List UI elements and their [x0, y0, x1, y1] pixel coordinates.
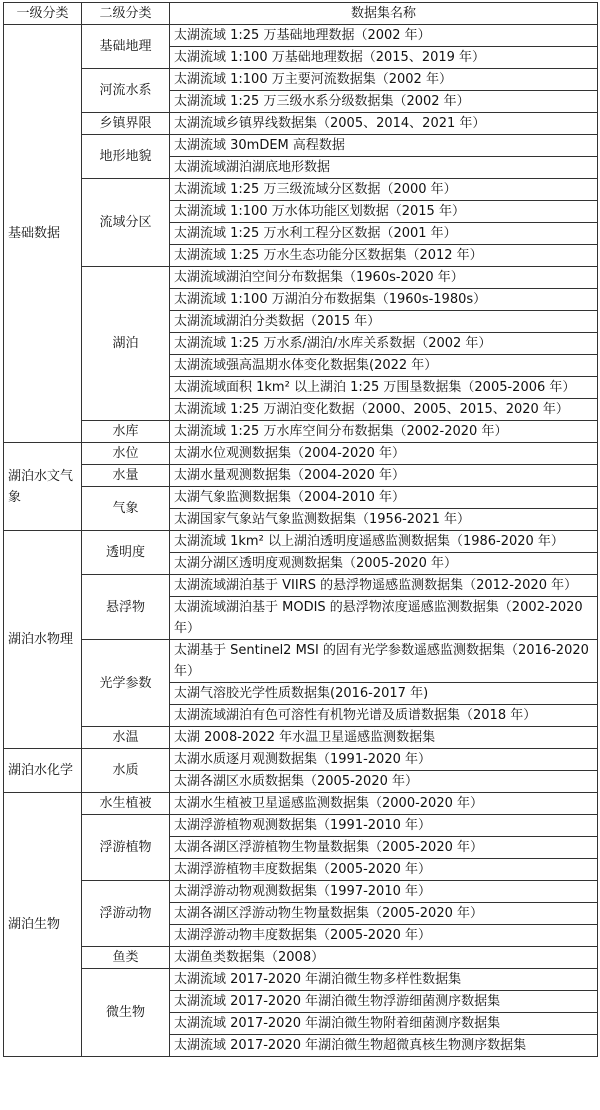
dataset-name-cell: 太湖流域强高温期水体变化数据集(2022 年） — [170, 355, 598, 377]
secondary-category-cell: 河流水系 — [82, 69, 170, 113]
primary-category-cell: 湖泊水物理 — [4, 531, 82, 749]
secondary-category-cell: 光学参数 — [82, 640, 170, 727]
secondary-category-cell: 水温 — [82, 727, 170, 749]
header-primary-category: 一级分类 — [4, 3, 82, 25]
dataset-name-cell: 太湖流域 2017-2020 年湖泊微生物浮游细菌测序数据集 — [170, 991, 598, 1013]
dataset-name-cell: 太湖流域 30mDEM 高程数据 — [170, 135, 598, 157]
secondary-category-cell: 水质 — [82, 749, 170, 793]
table-row — [4, 179, 598, 201]
dataset-name-cell: 太湖气溶胶光学性质数据集(2016-2017 年) — [170, 683, 598, 705]
dataset-name-cell: 太湖流域 2017-2020 年湖泊微生物多样性数据集 — [170, 969, 598, 991]
primary-category-cell: 湖泊生物 — [4, 793, 82, 1057]
dataset-name-cell: 太湖流域湖泊分类数据（2015 年） — [170, 311, 598, 333]
table-row — [4, 575, 598, 597]
table-row — [4, 443, 598, 465]
table-row — [4, 487, 598, 509]
dataset-name-cell: 太湖流域湖泊湖底地形数据 — [170, 157, 598, 179]
dataset-name-cell: 太湖分湖区透明度观测数据集（2005-2020 年） — [170, 553, 598, 575]
table-row — [4, 25, 598, 47]
dataset-name-cell: 太湖流域湖泊有色可溶性有机物光谱及质谱数据集（2018 年） — [170, 705, 598, 727]
dataset-name-cell: 太湖各湖区浮游植物生物量数据集（2005-2020 年） — [170, 837, 598, 859]
dataset-name-cell: 太湖流域 1:25 万水库空间分布数据集（2002-2020 年） — [170, 421, 598, 443]
dataset-name-cell: 太湖流域湖泊空间分布数据集（1960s-2020 年） — [170, 267, 598, 289]
table-row — [4, 69, 598, 91]
table-row — [4, 465, 598, 487]
dataset-name-cell: 太湖流域 1:25 万水生态功能分区数据集（2012 年） — [170, 245, 598, 267]
table-row — [4, 881, 598, 903]
dataset-name-cell: 太湖流域 1:25 万基础地理数据（2002 年） — [170, 25, 598, 47]
dataset-name-cell: 太湖流域 1:25 万湖泊变化数据（2000、2005、2015、2020 年） — [170, 399, 598, 421]
table-row — [4, 640, 598, 683]
secondary-category-cell: 水生植被 — [82, 793, 170, 815]
dataset-name-cell: 太湖流域 1:100 万湖泊分布数据集（1960s-1980s） — [170, 289, 598, 311]
dataset-name-cell: 太湖浮游植物丰度数据集（2005-2020 年） — [170, 859, 598, 881]
dataset-name-cell: 太湖水量观测数据集（2004-2020 年） — [170, 465, 598, 487]
dataset-name-cell: 太湖流域 2017-2020 年湖泊微生物附着细菌测序数据集 — [170, 1013, 598, 1035]
dataset-name-cell: 太湖各湖区浮游动物生物量数据集（2005-2020 年） — [170, 903, 598, 925]
secondary-category-cell: 水位 — [82, 443, 170, 465]
table-row — [4, 135, 598, 157]
dataset-name-cell: 太湖流域乡镇界线数据集（2005、2014、2021 年） — [170, 113, 598, 135]
dataset-name-cell: 太湖浮游动物观测数据集（1997-2010 年） — [170, 881, 598, 903]
primary-category-cell: 基础数据 — [4, 25, 82, 443]
primary-category-cell: 湖泊水文气象 — [4, 443, 82, 531]
table-row — [4, 267, 598, 289]
dataset-name-cell: 太湖水质逐月观测数据集（1991-2020 年） — [170, 749, 598, 771]
primary-category-cell: 湖泊水化学 — [4, 749, 82, 793]
dataset-name-cell: 太湖流域面积 1km² 以上湖泊 1:25 万围垦数据集（2005-2006 年） — [170, 377, 598, 399]
secondary-category-cell: 水库 — [82, 421, 170, 443]
secondary-category-cell: 微生物 — [82, 969, 170, 1057]
table-row — [4, 421, 598, 443]
dataset-name-cell: 太湖流域 1:25 万三级流域分区数据（2000 年） — [170, 179, 598, 201]
dataset-name-cell: 太湖水生植被卫星遥感监测数据集（2000-2020 年） — [170, 793, 598, 815]
secondary-category-cell: 鱼类 — [82, 947, 170, 969]
table-row — [4, 113, 598, 135]
table-row — [4, 531, 598, 553]
secondary-category-cell: 流域分区 — [82, 179, 170, 267]
secondary-category-cell: 基础地理 — [82, 25, 170, 69]
dataset-name-cell: 太湖流域 1:25 万水利工程分区数据（2001 年） — [170, 223, 598, 245]
table-row — [4, 749, 598, 771]
dataset-name-cell: 太湖浮游植物观测数据集（1991-2010 年） — [170, 815, 598, 837]
dataset-name-cell: 太湖气象监测数据集（2004-2010 年） — [170, 487, 598, 509]
dataset-name-cell: 太湖基于 Sentinel2 MSI 的固有光学参数遥感监测数据集（2016-2020 年） — [170, 640, 598, 683]
header-dataset-name: 数据集名称 — [170, 3, 598, 25]
table-body — [4, 25, 598, 1057]
dataset-name-cell: 太湖鱼类数据集（2008） — [170, 947, 598, 969]
dataset-name-cell: 太湖各湖区水质数据集（2005-2020 年） — [170, 771, 598, 793]
dataset-name-cell: 太湖流域 1:100 万主要河流数据集（2002 年） — [170, 69, 598, 91]
dataset-name-cell: 太湖 2008-2022 年水温卫星遥感监测数据集 — [170, 727, 598, 749]
dataset-name-cell: 太湖流域湖泊基于 VIIRS 的悬浮物遥感监测数据集（2012-2020 年） — [170, 575, 598, 597]
dataset-name-cell: 太湖水位观测数据集（2004-2020 年） — [170, 443, 598, 465]
table-row — [4, 793, 598, 815]
table-row — [4, 947, 598, 969]
table-row — [4, 727, 598, 749]
secondary-category-cell: 气象 — [82, 487, 170, 531]
secondary-category-cell: 透明度 — [82, 531, 170, 575]
header-secondary-category: 二级分类 — [82, 3, 170, 25]
table-row — [4, 815, 598, 837]
secondary-category-cell: 乡镇界限 — [82, 113, 170, 135]
dataset-name-cell: 太湖流域 2017-2020 年湖泊微生物超微真核生物测序数据集 — [170, 1035, 598, 1057]
dataset-name-cell: 太湖流域 1:100 万水体功能区划数据（2015 年） — [170, 201, 598, 223]
dataset-name-cell: 太湖国家气象站气象监测数据集（1956-2021 年） — [170, 509, 598, 531]
table-row — [4, 969, 598, 991]
secondary-category-cell: 浮游植物 — [82, 815, 170, 881]
secondary-category-cell: 水量 — [82, 465, 170, 487]
secondary-category-cell: 地形地貌 — [82, 135, 170, 179]
header-row — [4, 3, 598, 25]
dataset-name-cell: 太湖浮游动物丰度数据集（2005-2020 年） — [170, 925, 598, 947]
dataset-name-cell: 太湖流域 1:25 万三级水系分级数据集（2002 年） — [170, 91, 598, 113]
secondary-category-cell: 浮游动物 — [82, 881, 170, 947]
dataset-name-cell: 太湖流域 1:25 万水系/湖泊/水库关系数据（2002 年） — [170, 333, 598, 355]
dataset-name-cell: 太湖流域湖泊基于 MODIS 的悬浮物浓度遥感监测数据集（2002-2020 年） — [170, 597, 598, 640]
secondary-category-cell: 湖泊 — [82, 267, 170, 421]
dataset-name-cell: 太湖流域 1:100 万基础地理数据（2015、2019 年） — [170, 47, 598, 69]
dataset-catalog-table — [3, 2, 598, 1057]
secondary-category-cell: 悬浮物 — [82, 575, 170, 640]
dataset-name-cell: 太湖流域 1km² 以上湖泊透明度遥感监测数据集（1986-2020 年） — [170, 531, 598, 553]
